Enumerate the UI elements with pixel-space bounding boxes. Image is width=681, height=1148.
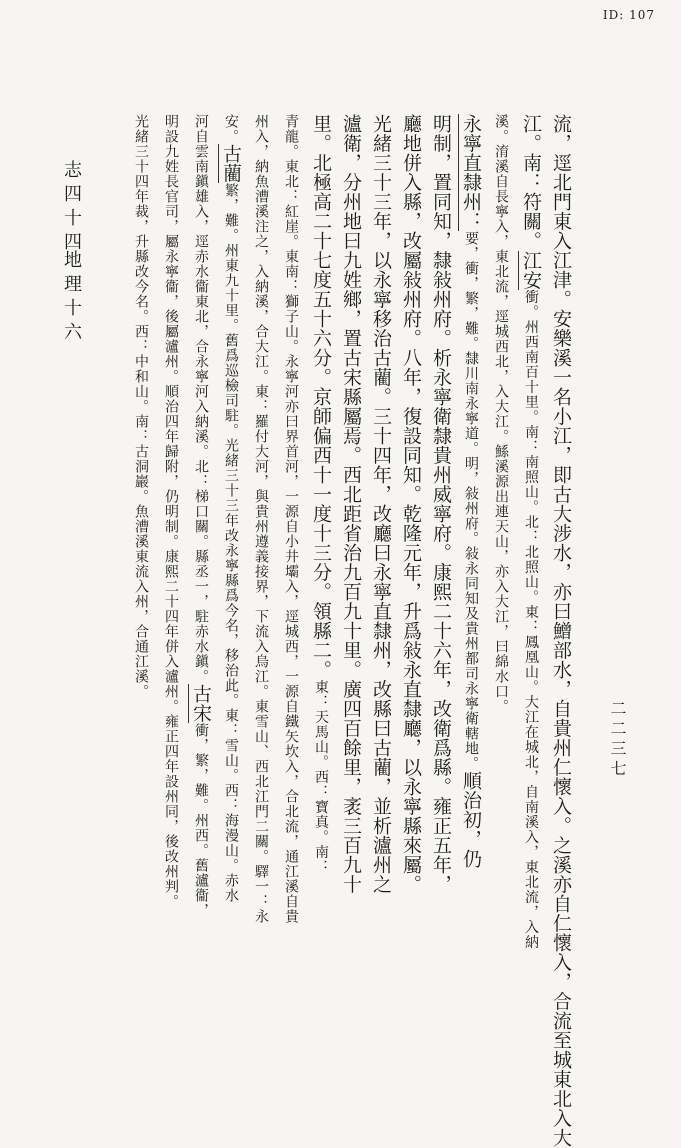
annotation-text: 溪。淯溪自長寧入，東北流，逕城西北，入大江。鯀溪源出連天山，亦入大江，曰綿水口。 [493, 114, 509, 714]
main-text: 里。北極高二十七度五十六分。京師偏西十一度十三分。領縣二。 [310, 114, 332, 680]
main-text: 明制，置同知，隸敍州府。析永寧衛隸貴州威寧府。康熙二十六年，改衛爲縣。雍正五年， [430, 114, 452, 894]
annotation-text: 光緒三十四年裁，升縣改今名。西：中和山。南：古洞巖。魚漕溪東流入州，合通江溪。 [133, 114, 149, 699]
main-text: 順治初，仍 [460, 771, 482, 869]
place-name: 古宋 [190, 684, 212, 723]
annotation-text: 州入，納魚漕溪注之，入納溪，合大江。東：羅付大河，與貴州遵義接界，下流入烏江。東雪山、西北江門二關。驛一：永 [253, 114, 269, 924]
page-id-label: ID: 107 [602, 8, 655, 22]
annotation-text: 河自雲南鎭雄入，逕赤水衞東北，合永寧河入納溪。北：梯口關。縣丞一，駐赤水鎭。 [193, 114, 209, 684]
annotation-text: 明設九姓長官司，屬永寧衞，後屬瀘州。順治四年歸附，仍明制。康熙二十四年併入瀘州。雍正四年設州同，後改州判。 [163, 114, 179, 909]
volume-label: 志四十四 [61, 160, 82, 256]
main-text: 廳地併入縣，改屬敍州府。八年，復設同知。乾隆元年，升爲敍永直隸廳，以永寧縣來屬。 [400, 114, 422, 894]
annotation-text: 要，衝，繁，難。隸川南永寧道。明，敍州府。敍永同知及貴州都司永寧衛轄地。 [463, 231, 479, 771]
main-text: 流，逕北門東入江津。安樂溪一名小江，即古大涉水，亦曰鱛部水，自貴州仁懷入。之溪亦自仁懷入，合流至城東北入大 [550, 114, 572, 1148]
main-text: 江。南：符關。 [520, 114, 542, 251]
page-number: 二二三七 [608, 700, 627, 780]
main-text: 光緒三十三年，以永寧移治古藺。三十四年，改廳曰永寧直隸州，改縣曰古藺，並析瀘州之 [370, 114, 392, 894]
section-label: 地理十六 [61, 250, 82, 346]
annotation-text: 衝。州西南百十里。南：南照山。北：北照山。東：鳳凰山。大江在城北，自南溪入，東北流，入納 [523, 289, 539, 950]
place-name: 江安 [520, 250, 542, 290]
page-header [0, 8, 681, 26]
annotation-text: 繁，難。州東九十里。舊爲巡檢司駐。光緒三十三年改永寧縣爲今名，移治此。東：雪山。西：海漫山。赤水 [223, 183, 239, 903]
place-name: 古藺 [220, 144, 242, 183]
annotation-text: 東：天馬山。西：寶真。南： [313, 679, 329, 875]
page-footer [0, 160, 681, 860]
annotation-text: 青龍。東北：紅崖。東南：獅子山。永寧河亦曰界首河，一源自小井壩入，逕城西，一源自鐵矢坎入，合北流，通江溪自貴 [283, 114, 299, 924]
main-text: 瀘衛，分州地曰九姓鄉，置古宋縣屬焉。西北距省治九百九十里。廣四百餘里，袤三百九十 [340, 114, 362, 894]
annotation-text: 安。 [223, 114, 239, 144]
annotation-text: 衝，繁，難。州西。舊瀘衞， [193, 723, 209, 918]
place-name: 永寧直隸州： [460, 114, 482, 231]
